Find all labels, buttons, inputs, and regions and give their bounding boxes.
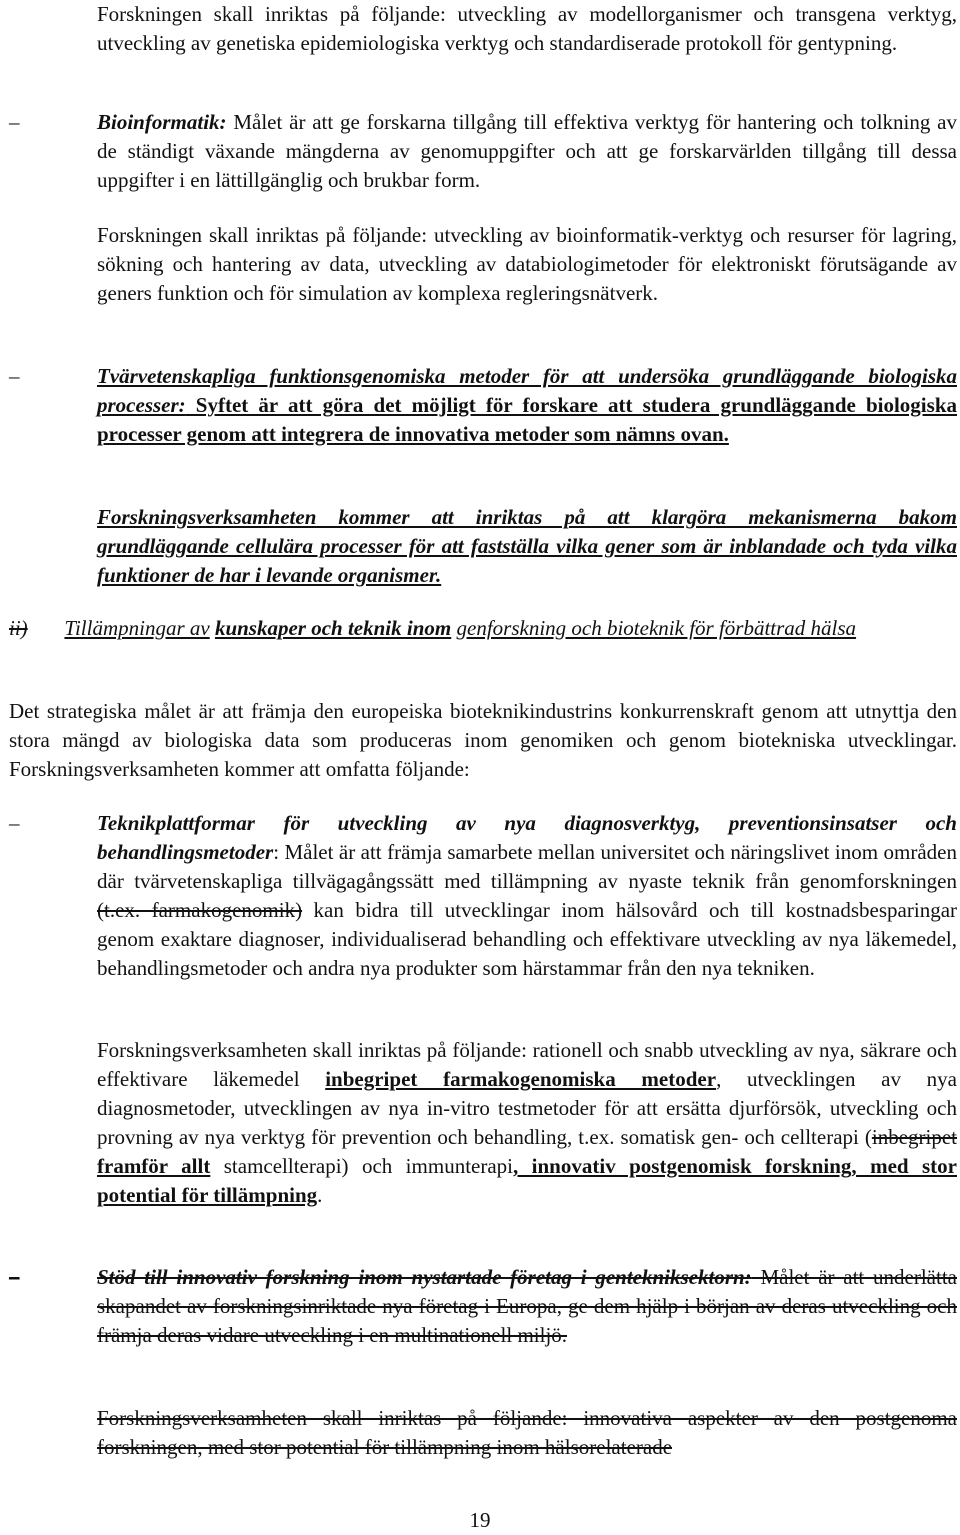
bullet-dash-teknik: – [9, 811, 20, 835]
heading-teknikplattformar: Teknikplattformar för utveckling av nya diagnosverktyg, preventionsinsatser och behandlingsmetoder [97, 811, 957, 864]
paragraph-drug-development: Forskningsverksamheten skall inriktas på följande: rationell och snabb utveckling av nya, säkrare och effektivare läkemedel inbegripet farmakogenomiska metoder, utvecklingen av nya diagnosmetoder, utvecklingen av nya in-vitro testmetoder för att ersätta djurförsök, utveckling och provning av nya verktyg för prevention och behandling, t.ex. somatisk gen- och cellterapi (inbegripet framför allt stamcellterapi) och immunterapi, innovativ postgenomisk forskning, med stor potential för tillämpning. [97, 1038, 957, 1207]
heading-stod: Stöd till innovativ forskning inom nystartade företag i gentekniksektorn: [97, 1265, 752, 1289]
page-number: 19 [469, 1508, 491, 1532]
item-stod-nystartade: Stöd till innovativ forskning inom nystartade företag i gentekniksektorn: Målet är att underlätta skapandet av forskningsinriktade nya företag i Europa, ge dem hjälp i början av deras utveckling och främja deras vidare utveckling i en multinationell miljö. [97, 1265, 957, 1347]
paragraph-postgenomic: Forskningsverksamheten skall inriktas på följande: innovativa aspekter av den postgenoma forskningen, med stor potential för tillämpning inom hälsorelaterade [97, 1406, 957, 1459]
paragraph-model-organisms: Forskningen skall inriktas på följande: utveckling av modellorganismer och transgena verktyg, utveckling av genetiska epidemiologiska verktyg och standardiserade protokoll för gentypning. [97, 2, 957, 55]
item-bioinformatik: Bioinformatik: Målet är att ge forskarna tillgång till effektiva verktyg för hantering och tolkning av de ständigt växande mängderna av genomuppgifter och att ge forskarvärlden tillgång till dessa uppgifter i en lättillgänglig och brukbar form. [97, 110, 957, 192]
paragraph-strategic-goal: Det strategiska målet är att främja den europeiska bioteknikindustrins konkurrenskraft genom att utnyttja den stora mängd av biologiska data som produceras inom genomiken och genom biotekniska utvecklingar. Forskningsverksamheten kommer att omfatta följande: [9, 699, 957, 781]
paragraph-cellular-processes: Forskningsverksamheten kommer att inriktas på att klargöra mekanismerna bakom grundläggande cellulära processer för att fastställa vilka gener som är inblandade och tyda vilka funktioner de har i levande organismer. [97, 505, 957, 587]
bullet-dash-stod: – [9, 1265, 20, 1289]
bullet-dash-tvarvetenskapliga: – [9, 364, 20, 388]
paragraph-bioinformatik-research: Forskningen skall inriktas på följande: utveckling av bioinformatik-verktyg och resurser för lagring, sökning och hantering av data, utveckling av databiologimetoder för elektroniskt förutsägande av geners funktion och för simulation av komplexa regleringsnätverk. [97, 223, 957, 305]
section-number: ii) [9, 616, 28, 640]
bullet-dash-bioinformatik: – [9, 110, 20, 134]
item-teknikplattformar: Teknikplattformar för utveckling av nya diagnosverktyg, preventionsinsatser och behandlingsmetoder: Målet är att främja samarbete mellan universitet och näringslivet inom områden där tvärvetenskapliga tillvägagångssätt med tillämpning av nyaste teknik från genomforskningen (t.ex. farmakogenomik) kan bidra till utvecklingar inom hälsovård och till kostnadsbesparingar genom exaktare diagnoser, individualiserad behandling och effektivare utveckling av nya läkemedel, behandlingsmetoder och andra nya produkter som härstammar från den nya tekniken. [97, 811, 958, 980]
section-ii-heading: ii) Tillämpningar av kunskaper och teknik inom genforskning och bioteknik för förbättrad hälsa [9, 616, 857, 640]
heading-bioinformatik: Bioinformatik: [97, 110, 227, 134]
item-tvarvetenskapliga: Tvärvetenskapliga funktionsgenomiska metoder för att undersöka grundläggande biologiska processer: Syftet är att göra det möjligt för forskare att studera grundläggande biologiska processer genom att integrera de innovativa metoder som nämns ovan. [97, 364, 957, 446]
heading-tvarvetenskapliga: Tvärvetenskapliga funktionsgenomiska metoder för att undersöka grundläggande biologiska processer: [97, 364, 957, 417]
